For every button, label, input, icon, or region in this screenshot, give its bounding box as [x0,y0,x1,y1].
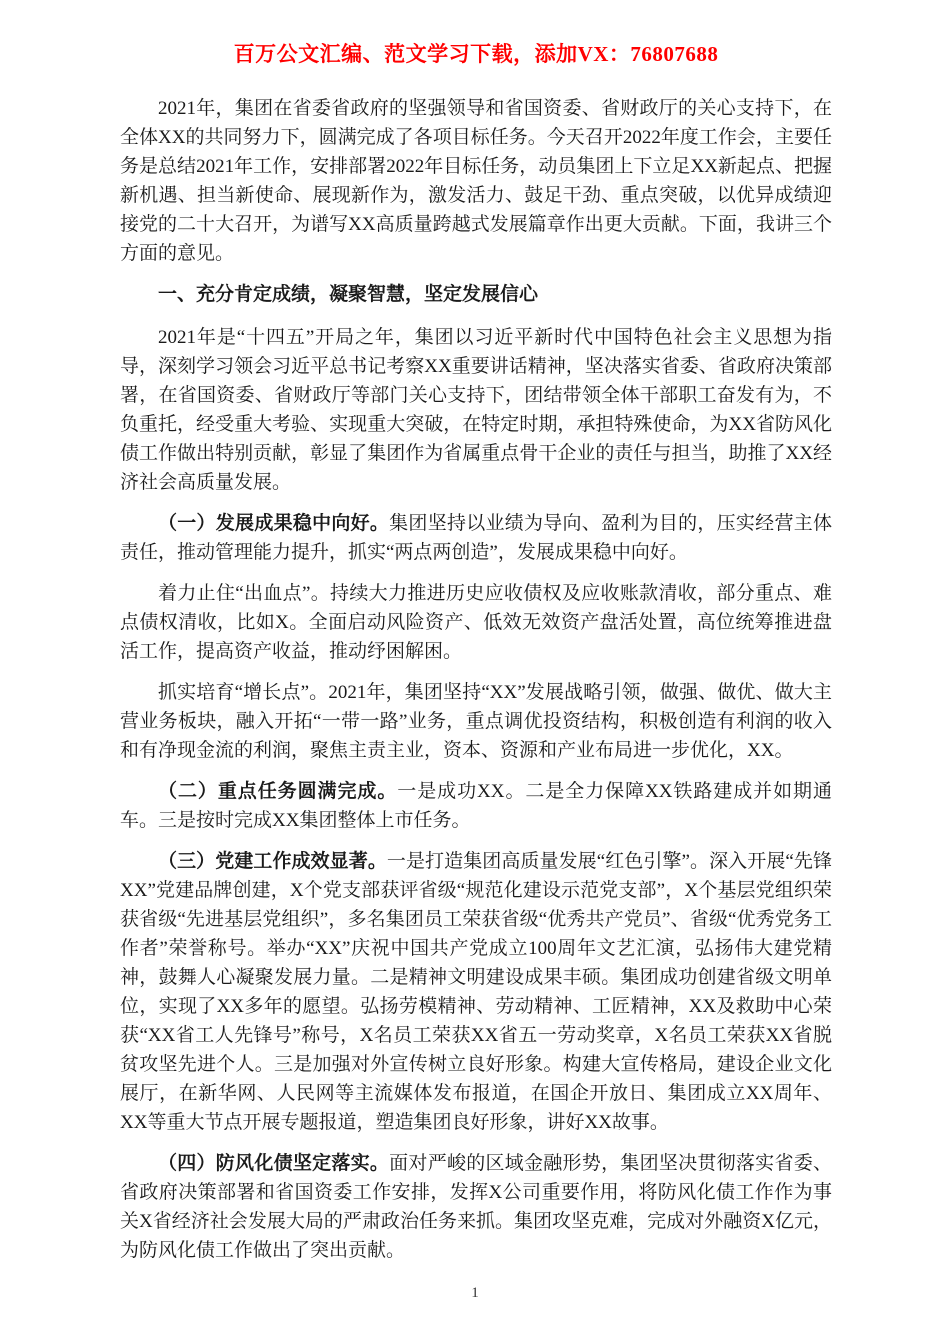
paragraph: （二）重点任务圆满完成。一是成功XX。二是全力保障XX铁路建成并如期通车。三是按时完成XX集团整体上市任务。 [120,781,832,831]
paragraph: （一）发展成果稳中向好。集团坚持以业绩为导向、盈利为目的，压实经营主体责任，推动管理能力提升，抓实“两点两创造”，发展成果稳中向好。 [120,513,832,563]
section-heading: 一、充分肯定成绩，凝聚智慧，坚定发展信心 [158,284,539,305]
paragraph: 2021年，集团在省委省政府的坚强领导和省国资委、省财政厅的关心支持下，在全体XX的共同努力下，圆满完成了各项目标任务。今天召开2022年度工作会，主要任务是总结2021年工作，安排部署2022年目标任务，动员集团上下立足XX新起点、把握新机遇、担当新使命、展现新作为，激发活力、鼓足干劲、重点突破，以优异成绩迎接党的二十大召开，为谱写XX高质量跨越式发展篇章作出更大贡献。下面，我讲三个方面的意见。 [120,98,832,264]
paragraph: 抓实培育“增长点”。2021年，集团坚持“XX”发展战略引领，做强、做优、做大主营业务板块，融入开拓“一带一路”业务，重点调优投资结构，积极创造有利润的收入和有净现金流的利润，聚焦主责主业，资本、资源和产业布局进一步优化，XX。 [120,682,832,761]
paragraph-lead: （一）发展成果稳中向好。 [158,513,390,534]
paragraph-lead: （二）重点任务圆满完成。 [158,781,398,802]
paragraph-lead: （三）党建工作成效显著。 [158,851,387,872]
document-body [120,94,832,1265]
paragraph: 2021年是“十四五”开局之年，集团以习近平新时代中国特色社会主义思想为指导，深刻学习领会习近平总书记考察XX重要讲话精神，坚决落实省委、省政府决策部署，在省国资委、省财政厅等部门关心支持下，团结带领全体干部职工奋发有为，不负重托，经受重大考验、实现重大突破，在特定时期，承担特殊使命，为XX省防风化债工作做出特别贡献，彰显了集团作为省属重点骨干企业的责任与担当，助推了XX经济社会高质量发展。 [120,327,832,493]
page-number: 1 [471,1285,479,1301]
paragraph-lead: （四）防风化债坚定落实。 [158,1153,390,1174]
paragraph: （四）防风化债坚定落实。面对严峻的区域金融形势，集团坚决贯彻落实省委、省政府决策部署和省国资委工作安排，发挥X公司重要作用，将防风化债工作作为事关X省经济社会发展大局的严肃政治任务来抓。集团攻坚克难，完成对外融资X亿元，为防风化债工作做出了突出贡献。 [120,1153,832,1261]
paragraph: （三）党建工作成效显著。一是打造集团高质量发展“红色引擎”。深入开展“先锋XX”党建品牌创建，X个党支部获评省级“规范化建设示范党支部”，X个基层党组织荣获省级“先进基层党组织”，多名集团员工荣获省级“优秀共产党员”、省级“优秀党务工作者”荣誉称号。举办“XX”庆祝中国共产党成立100周年文艺汇演，弘扬伟大建党精神，鼓舞人心凝聚发展力量。二是精神文明建设成果丰硕。集团成功创建省级文明单位，实现了XX多年的愿望。弘扬劳模精神、劳动精神、工匠精神，XX及救助中心荣获“XX省工人先锋号”称号，X名员工荣获XX省五一劳动奖章，X名员工荣获XX省脱贫攻坚先进个人。三是加强对外宣传树立良好形象。构建大宣传格局，建设企业文化展厅，在新华网、人民网等主流媒体发布报道，在国企开放日、集团成立XX周年、XX等重大节点开展专题报道，塑造集团良好形象，讲好XX故事。 [120,851,832,1133]
promo-header-text: 百万公文汇编、范文学习下载，添加VX：76807688 [233,42,719,66]
paragraph: 着力止住“出血点”。持续大力推进历史应收债权及应收账款清收，部分重点、难点债权清收，比如X。全面启动风险资产、低效无效资产盘活处置，高位统筹推进盘活工作，提高资产收益，推动纾困解困。 [120,583,832,662]
